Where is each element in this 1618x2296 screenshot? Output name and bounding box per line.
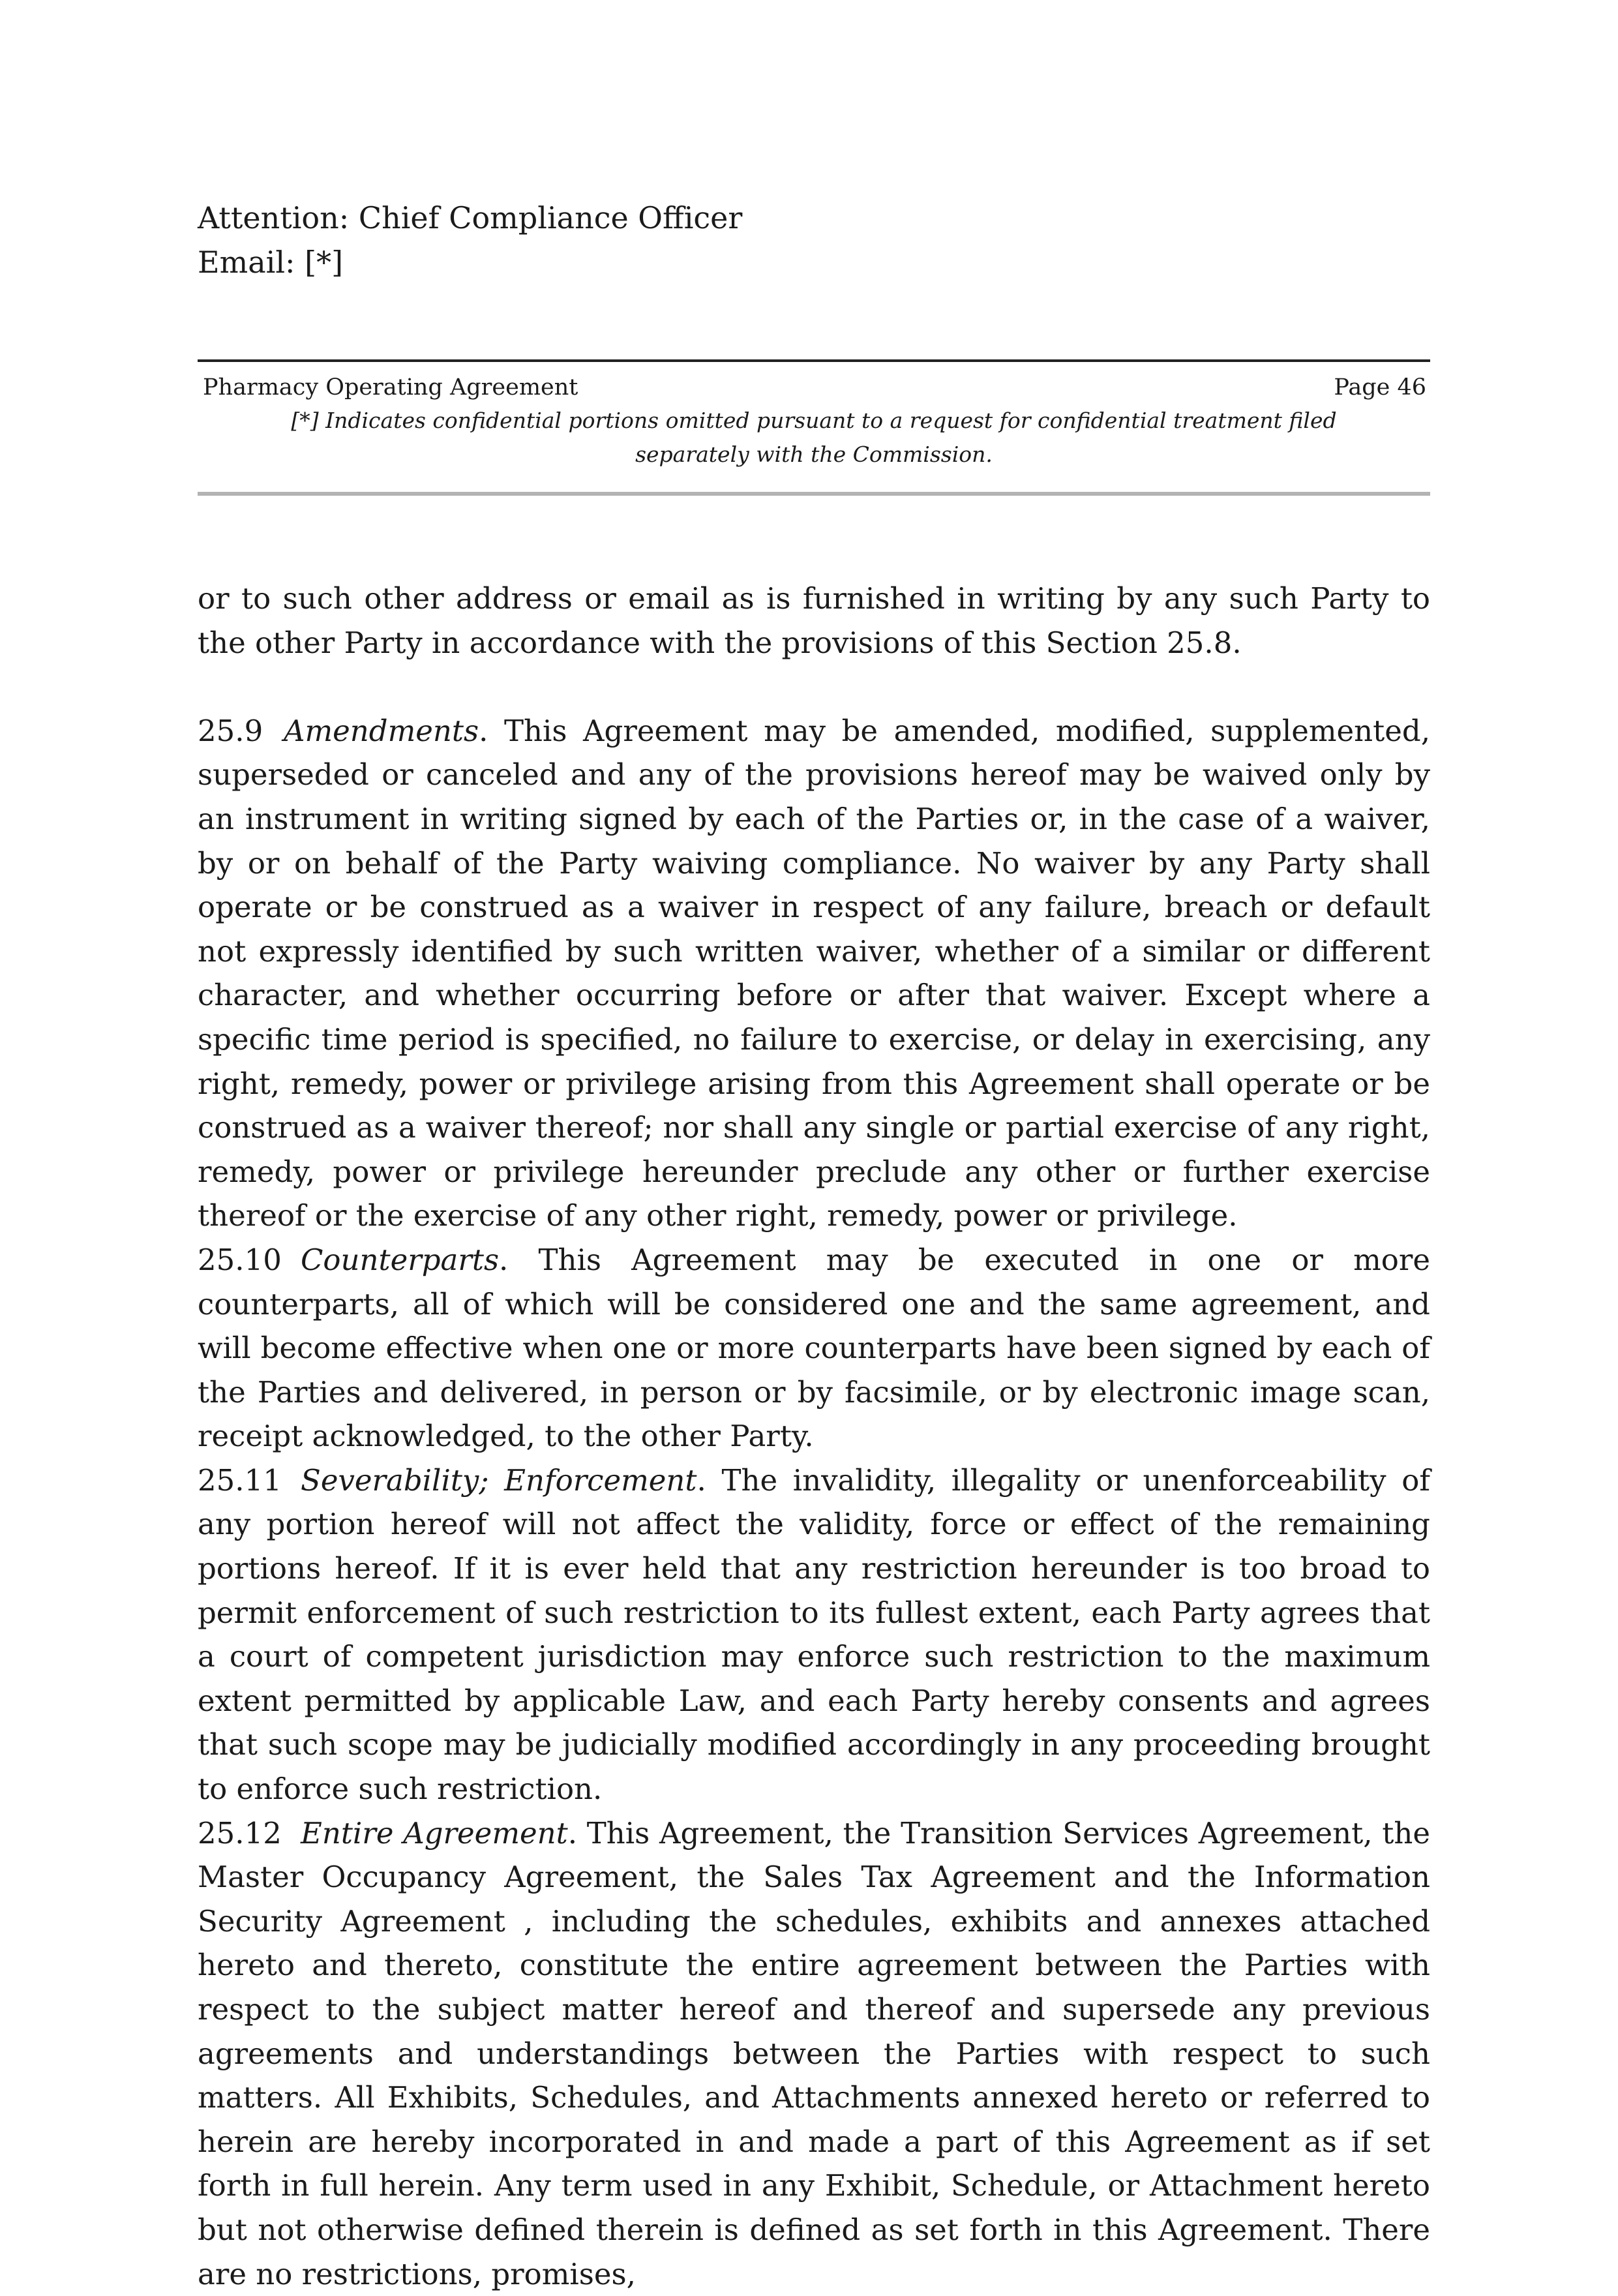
section-25-9 (198, 709, 1430, 1238)
footer-page-number: Page 46 (1334, 374, 1426, 400)
page-footer (198, 359, 1430, 496)
section-heading: Entire Agreement (301, 1815, 568, 1850)
section-25-11 (198, 1458, 1430, 1811)
section-text: . This Agreement may be executed in one or more counterparts, all of which will be considered one and the same agreement, and will become effective when one or more counterparts have been signed by each of the Parties and delivered, in person or by facsimile, or by electronic image scan, receipt acknowledged, to the other Party. (198, 1242, 1430, 1454)
continuation-paragraph: or to such other address or email as is furnished in writing by any such Party to the other Party in accordance with the provisions of this Section 25.8. (198, 581, 1430, 660)
section-number: 25.11 (198, 1462, 282, 1498)
footer-document-title: Pharmacy Operating Agreement (203, 374, 578, 400)
footer-top-rule (198, 359, 1430, 362)
section-number: 25.9 (198, 713, 263, 748)
section-heading: Severability; Enforcement (301, 1462, 697, 1498)
confidentiality-note-line-2: separately with the Commission. (635, 442, 993, 467)
email-line: Email: [*] (198, 245, 344, 280)
section-text: . This Agreement may be amended, modified, supplemented, superseded or canceled and any of the provisions hereof may be waived only by an instrument in writing signed by each of the Parties or, in the case of a waiver, by or on behalf of the Party waiving compliance. No waiver by any Party shall operate or be construed as a waiver in respect of any failure, breach or default not expressly identified by such written waiver, whether of a similar or different character, and whether occurring before or after that waiver. Except where a specific time period is specified, no failure to exercise, or delay in exercising, any right, remedy, power or privilege arising from this Agreement shall operate or be construed as a waiver thereof; nor shall any single or partial exercise of any right, remedy, power or privilege hereunder preclude any other or further exercise thereof or the exercise of any other right, remedy, power or privilege. (198, 713, 1430, 1233)
notice-address-block (198, 196, 742, 284)
footer-bottom-rule (198, 492, 1430, 496)
section-25-10 (198, 1238, 1430, 1458)
section-heading: Counterparts (301, 1242, 500, 1277)
section-text: . The invalidity, illegality or unenforceability of any portion hereof will not affect the validity, force or effect of the remaining portions hereof. If it is ever held that any restriction hereunder is too broad to permit enforcement of such restriction to its fullest extent, each Party agrees that a court of competent jurisdiction may enforce such restriction to the maximum extent permitted by applicable Law, and each Party hereby consents and agrees that such scope may be judicially modified accordingly in any proceeding brought to enforce such restriction. (198, 1462, 1430, 1807)
section-text: . This Agreement, the Transition Services Agreement, the Master Occupancy Agreement, the Sales Tax Agreement and the Information Security Agreement , including the schedules, exhibits and annexes attached hereto and thereto, constitute the entire agreement between the Parties with respect to the subject matter hereof and thereof and supersede any previous agreements and understandings between the Parties with respect to such matters. All Exhibits, Schedules, and Attachments annexed hereto or referred to herein are hereby incorporated in and made a part of this Agreement as if set forth in full herein. Any term used in any Exhibit, Schedule, or Attachment hereto but not otherwise defined therein is defined as set forth in this Agreement. There are no restrictions, promises, (198, 1815, 1430, 2291)
section-25-12 (198, 1811, 1430, 2296)
section-heading: Amendments (284, 713, 479, 748)
confidentiality-note-line-1: [*] Indicates confidential portions omitted pursuant to a request for confidential treatment filed (291, 408, 1337, 433)
agreement-body (198, 577, 1430, 2296)
section-number: 25.12 (198, 1815, 282, 1850)
attention-line: Attention: Chief Compliance Officer (198, 200, 743, 235)
confidentiality-note (198, 404, 1430, 472)
section-number: 25.10 (198, 1242, 282, 1277)
